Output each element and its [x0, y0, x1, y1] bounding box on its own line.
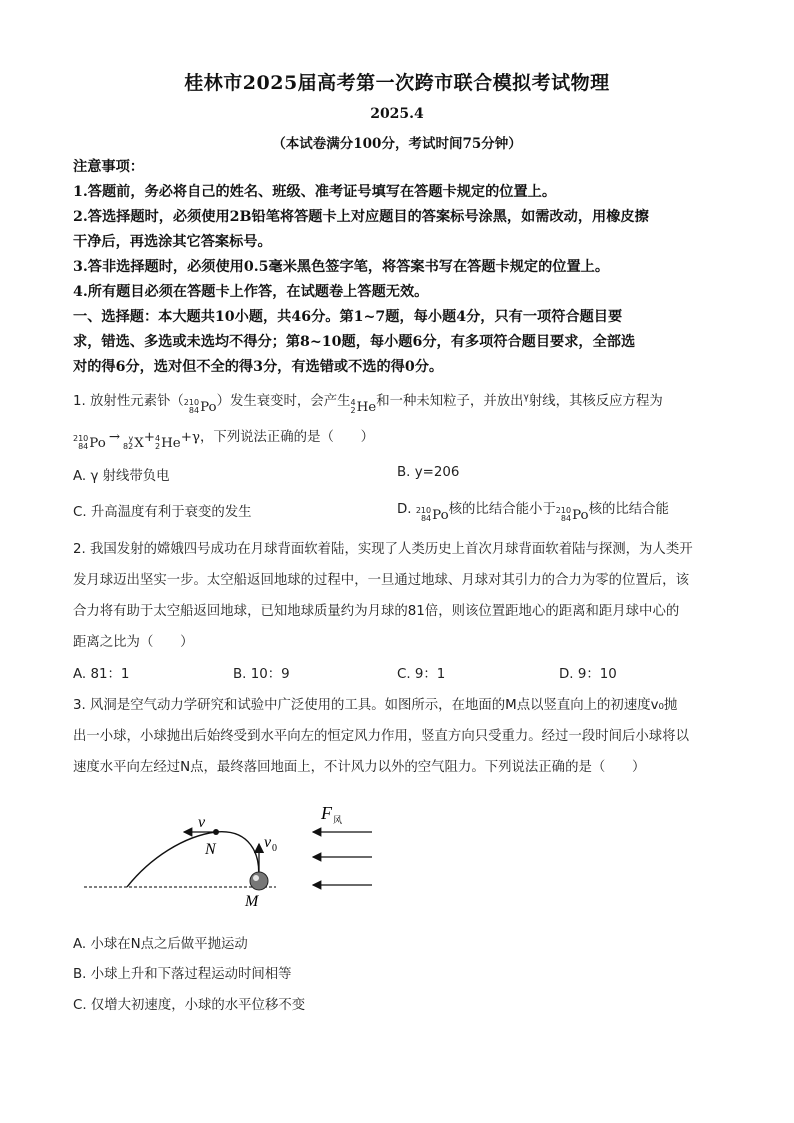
q3-option-a: A. 小球在N点之后做平抛运动 — [73, 937, 248, 952]
q3-stem-line: 速度水平向左经过N点，最终落回地面上，不计风力以外的空气阻力。下列说法正确的是（ ） — [73, 760, 646, 775]
label-m: M — [245, 893, 259, 908]
label-n: N — [205, 841, 216, 858]
q2-option-c: C. 9：1 — [397, 667, 446, 682]
po-mass: 210 — [73, 434, 89, 443]
notice-item: 1.答题前，务必将自己的姓名、班级、准考证号填写在答题卡规定的位置上。 — [73, 184, 557, 200]
section-instruction: 求，错选、多选或未选均不得分；第8~10题，每小题6分，有多项符合题目要求，全部选 — [73, 334, 636, 350]
po-mass: 210 — [415, 506, 432, 515]
q2-stem-line: 距离之比为（ ） — [73, 635, 194, 650]
wind-tunnel-figure — [80, 798, 380, 908]
he-nuclide — [351, 399, 377, 415]
he-mass: 4 — [350, 398, 356, 407]
po-symbol: Po — [89, 435, 106, 451]
notice-heading: 注意事项： — [73, 159, 144, 175]
q1-option-c: C. 升高温度有利于衰变的发生 — [73, 505, 252, 520]
notice-item: 4.所有题目必须在答题卡上作答，在试题卷上答题无效。 — [73, 284, 429, 300]
po-z: 84 — [560, 514, 572, 523]
po-nuclide — [73, 435, 106, 451]
trajectory-curve — [127, 832, 259, 887]
label-v: v — [198, 814, 206, 831]
q1-tail: ，下列说法正确的是（ ） — [199, 430, 375, 445]
q1-option-a: A. γ 射线带负电 — [73, 469, 170, 484]
q1-equation — [73, 426, 374, 451]
he-z: 2 — [155, 442, 161, 451]
section-instruction: 一、选择题：本大题共10小题，共46分。第1~7题，每小题4分，只有一项符合题目要 — [73, 309, 623, 325]
q3-option-b: B. 小球上升和下落过程运动时间相等 — [73, 967, 292, 982]
x-nuclide — [123, 435, 144, 451]
po-nuclide — [184, 399, 217, 415]
point-n — [213, 829, 219, 835]
he-symbol: He — [161, 435, 181, 451]
po-mass: 210 — [183, 398, 200, 407]
exam-title: 桂林市2025届高考第一次跨市联合模拟考试物理 — [184, 72, 610, 94]
plus-gamma: +γ — [180, 430, 200, 445]
q2-option-a: A. 81：1 — [73, 667, 130, 682]
po-z: 84 — [188, 406, 200, 415]
q3-option-c: C. 仅增大初速度，小球的水平位移不变 — [73, 998, 306, 1013]
he-z: 2 — [350, 406, 356, 415]
q2-stem-line: 合力将有助于太空船返回地球，已知地球质量约为月球的81倍，则该位置距地心的距离和距月球中心的 — [73, 604, 680, 619]
q1-text: 1. 放射性元素钋（ — [73, 394, 184, 409]
reaction-arrow: → — [108, 430, 121, 445]
label-v0-sub: 0 — [272, 843, 277, 854]
option-d-label: D. — [397, 502, 412, 517]
gamma-symbol: γ — [523, 392, 529, 403]
notice-item: 2.答选择题时，必须使用2B铅笔将答题卡上对应题目的答案标号涂黑，如需改动，用橡皮擦 — [73, 209, 649, 225]
notice-item: 干净后，再选涂其它答案标号。 — [73, 234, 272, 250]
q3-stem-line: 3. 风洞是空气动力学研究和试验中广泛使用的工具。如图所示，在地面的M点以竖直向上的初速度v₀抛 — [73, 698, 678, 713]
label-f: F — [321, 803, 332, 823]
notice-item: 3.答非选择题时，必须使用0.5毫米黑色签字笔，将答案书写在答题卡规定的位置上。 — [73, 259, 610, 275]
label-v0: v — [264, 834, 272, 851]
q3-stem-line: 出一小球，小球抛出后始终受到水平向左的恒定风力作用，竖直方向只受重力。经过一段时间后小球将以 — [73, 729, 689, 744]
po-symbol: Po — [432, 507, 449, 523]
q2-stem-line: 发月球迈出坚实一步。太空船返回地球的过程中，一旦通过地球、月球对其引力的合力为零的位置后，该 — [73, 573, 689, 588]
he-mass: 4 — [155, 434, 161, 443]
po-symbol: Po — [572, 507, 589, 523]
he-nuclide — [155, 435, 181, 451]
po-nuclide — [416, 507, 449, 523]
label-f-sub: 风 — [333, 816, 343, 826]
x-symbol: X — [134, 435, 144, 451]
ball-highlight — [253, 875, 259, 881]
plus-sign: + — [143, 430, 156, 445]
q1-text: ）发生衰变时，会产生 — [216, 394, 351, 409]
q2-option-b: B. 10：9 — [233, 667, 290, 682]
he-symbol: He — [356, 399, 377, 415]
q2-option-d: D. 9：10 — [559, 667, 617, 682]
po-symbol: Po — [200, 399, 217, 415]
po-z: 84 — [420, 514, 432, 523]
po-z: 84 — [78, 442, 89, 451]
q1-text: 射线，其核反应方程为 — [528, 394, 663, 409]
exam-subtitle: （本试卷满分100分，考试时间75分钟） — [272, 136, 522, 152]
section-instruction: 对的得6分，选对但不全的得3分，有选错或不选的得0分。 — [73, 359, 444, 375]
option-d-text: 核的比结合能小于 — [448, 502, 556, 517]
q1-option-d — [397, 498, 669, 523]
po-nuclide — [556, 507, 589, 523]
q1-stem-line1 — [73, 390, 663, 415]
option-d-text: 核的比结合能 — [588, 502, 669, 517]
ball — [250, 872, 268, 890]
q1-option-b: B. y=206 — [397, 465, 460, 480]
x-mass: y — [128, 434, 134, 443]
q2-stem-line: 2. 我国发射的嫦娥四号成功在月球背面软着陆，实现了人类历史上首次月球背面软着陆与探测，为人类开 — [73, 542, 693, 557]
po-mass: 210 — [555, 506, 572, 515]
q1-text: 和一种未知粒子，并放出 — [376, 394, 524, 409]
exam-date: 2025.4 — [370, 106, 424, 122]
x-z: 82 — [123, 442, 134, 451]
